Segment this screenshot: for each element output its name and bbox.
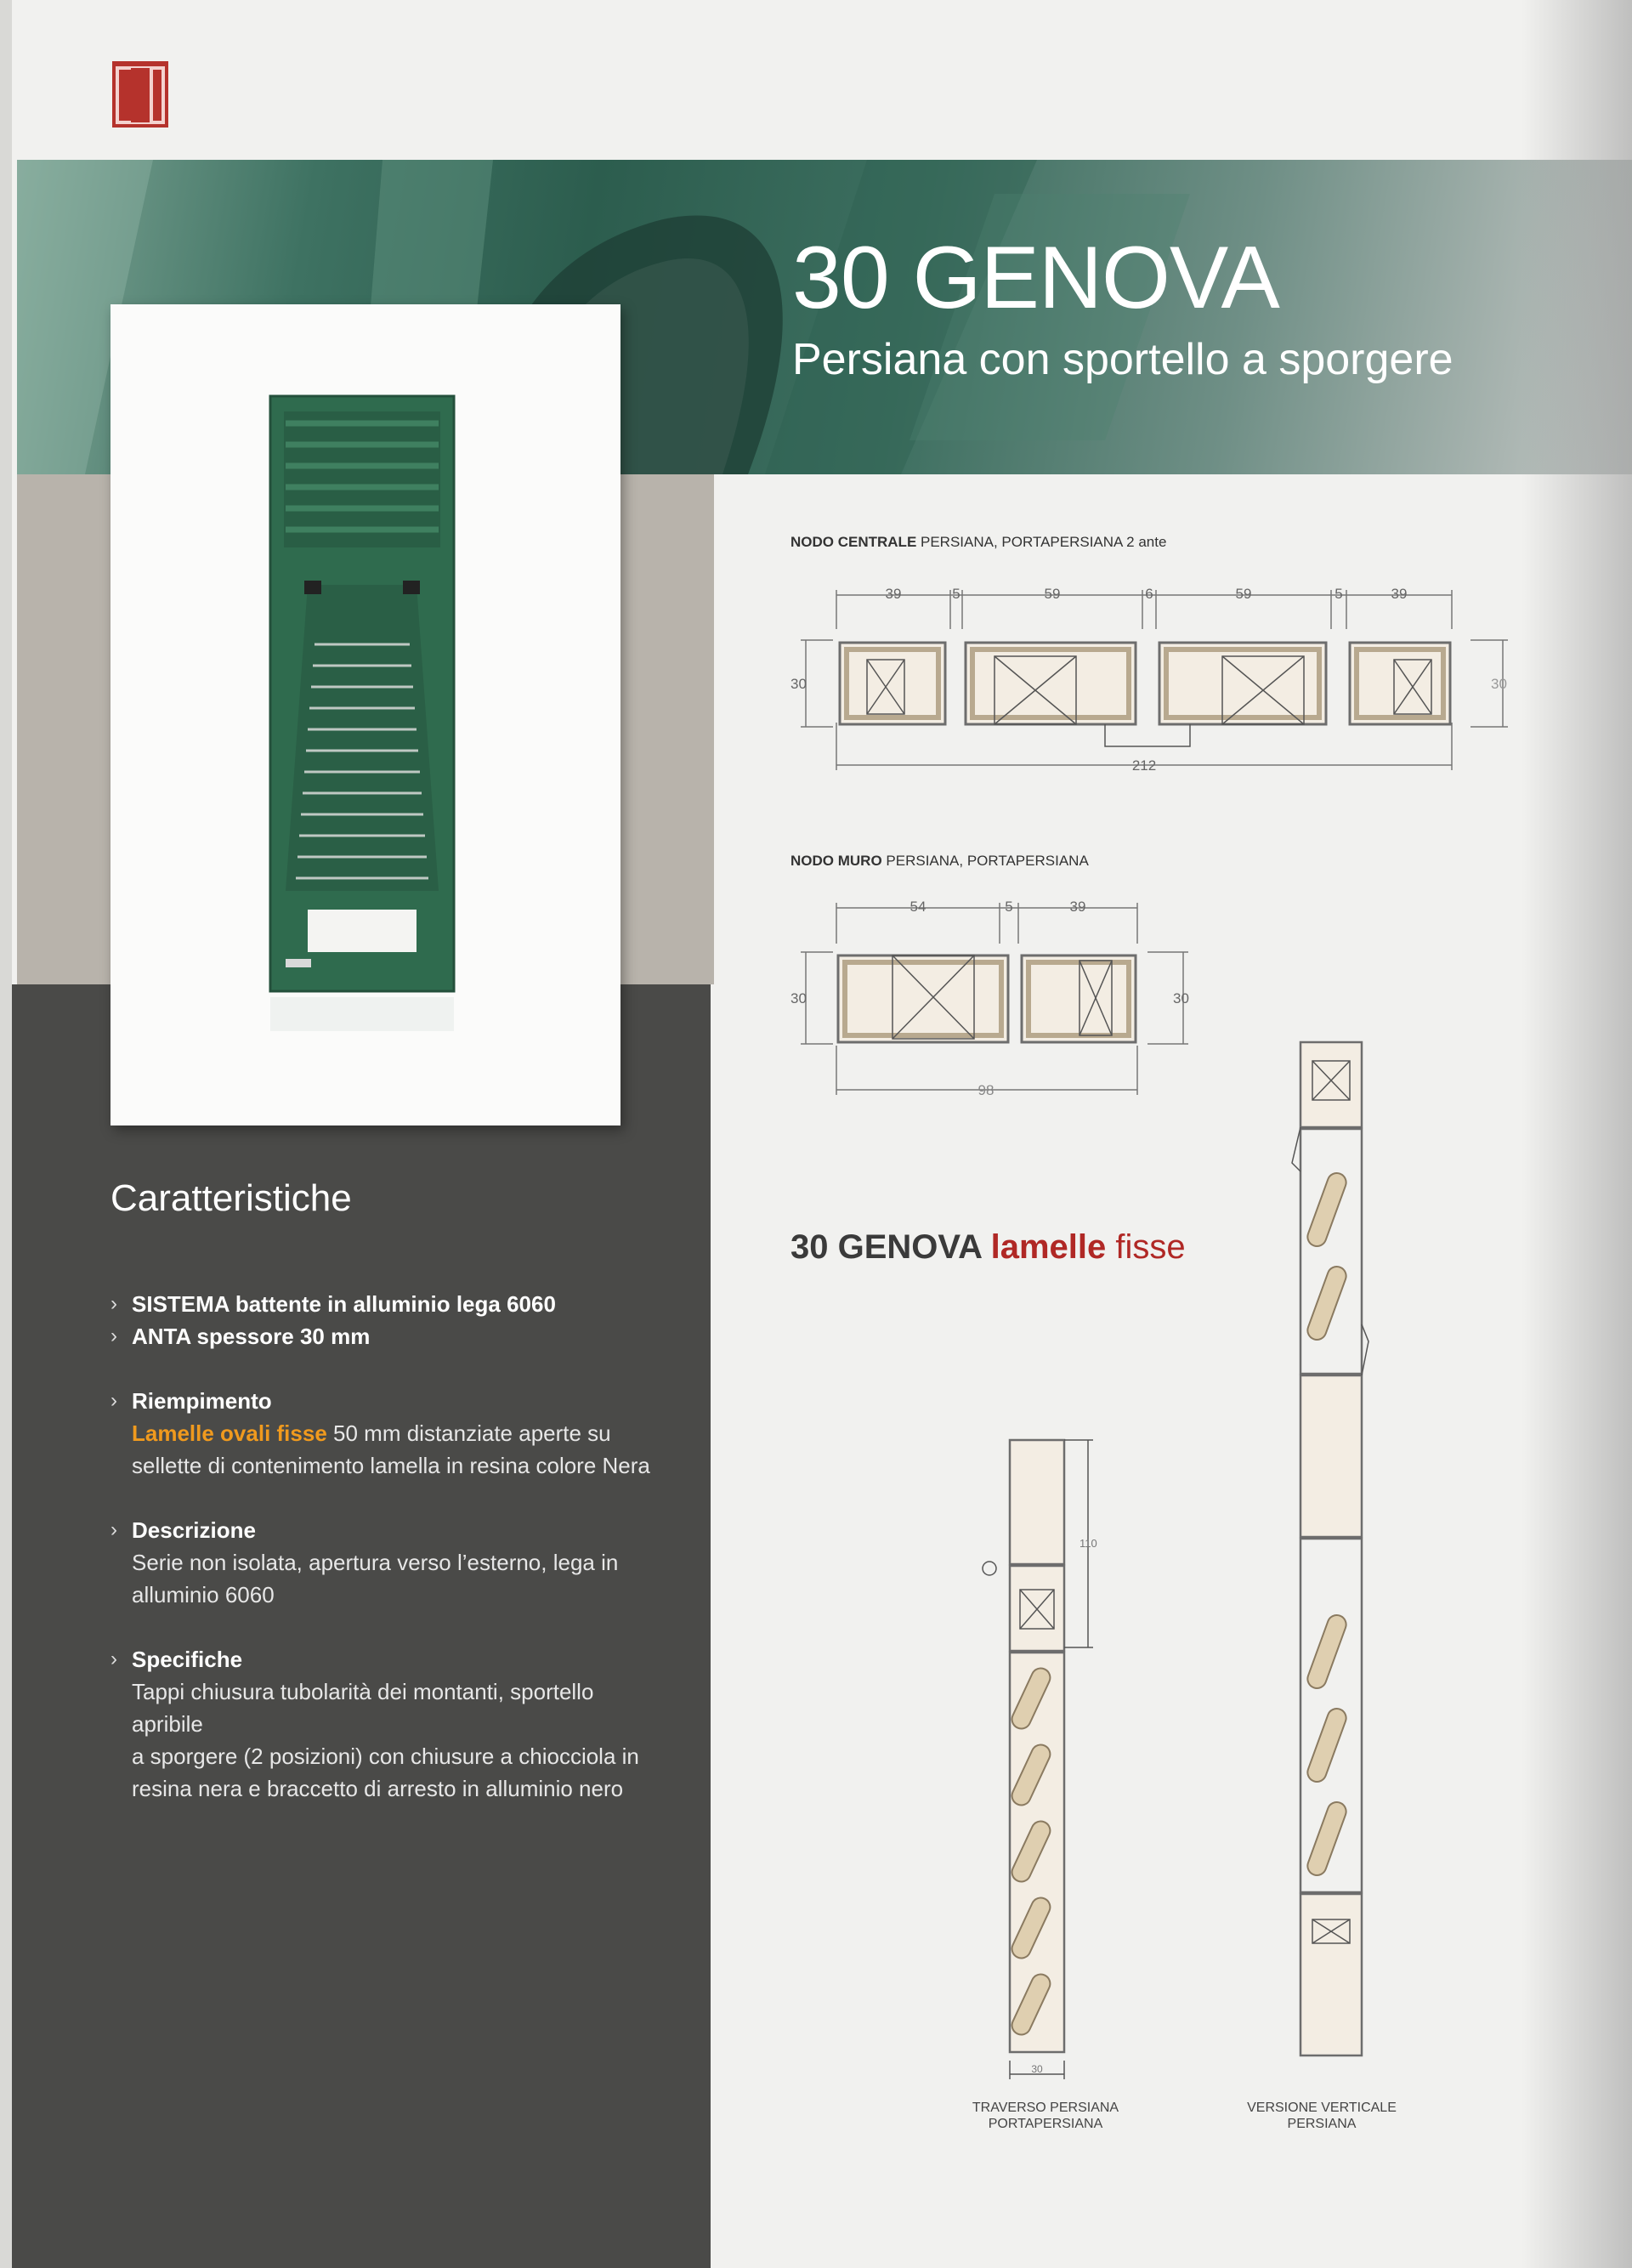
- chevron-right-icon: ›: [110, 1324, 117, 1347]
- chevron-right-icon: ›: [110, 1518, 117, 1541]
- shutter-illustration: [110, 304, 620, 1125]
- feature-specifiche-text-2: a sporgere (2 posizioni) con chiusure a chiocciola in: [132, 1744, 639, 1769]
- feature-descrizione-text-2: alluminio 6060: [132, 1582, 275, 1607]
- dim-30-right: 30: [1173, 990, 1189, 1006]
- chevron-right-icon: ›: [110, 1389, 117, 1412]
- feature-descrizione-title: Descrizione: [132, 1517, 256, 1543]
- versione-caption-1: VERSIONE VERTICALE: [1247, 2101, 1397, 2115]
- feature-riempimento-highlight: Lamelle ovali fisse: [132, 1420, 327, 1446]
- dim-110: 110: [1080, 1537, 1097, 1550]
- nodo-muro-label-bold: NODO MURO: [790, 853, 882, 869]
- feature-sistema: [110, 1288, 654, 1320]
- traverso-caption: [960, 2100, 1130, 2132]
- dim-total-98: 98: [978, 1082, 994, 1098]
- feature-riempimento-text-2: sellette di contenimento lamella in resina colore Nera: [132, 1453, 650, 1478]
- dim-30-left: 30: [790, 990, 807, 1006]
- dim-30-right: 30: [1491, 676, 1507, 692]
- feature-descrizione-text-1: Serie non isolata, apertura verso l’esterno, lega in: [132, 1550, 619, 1575]
- feature-specifiche-text-1: Tappi chiusura tubolarità dei montanti, sportello apribile: [132, 1679, 594, 1737]
- chevron-right-icon: ›: [110, 1647, 117, 1670]
- dim-39-left: 39: [885, 586, 902, 602]
- dim-total-212: 212: [1131, 757, 1157, 774]
- nodo-muro-diagram: [782, 893, 1207, 1105]
- dim-30: 30: [1031, 2063, 1043, 2075]
- dim-5: 5: [1005, 899, 1013, 915]
- nodo-centrale-diagram: [782, 578, 1513, 782]
- feature-riempimento: [110, 1385, 654, 1482]
- lamelle-section-title: [790, 1228, 1186, 1267]
- feature-descrizione: [110, 1514, 654, 1611]
- feature-specifiche: [110, 1643, 654, 1805]
- dim-5-left: 5: [952, 586, 960, 602]
- page-title: 30 GENOVA: [792, 229, 1279, 327]
- nodo-centrale-label: [790, 534, 1166, 551]
- traverso-caption-1: TRAVERSO PERSIANA: [972, 2101, 1119, 2115]
- lamelle-title-c: fisse: [1106, 1228, 1186, 1266]
- feature-specifiche-title: Specifiche: [132, 1647, 243, 1672]
- dim-5-right: 5: [1334, 586, 1343, 602]
- dim-30-left: 30: [790, 676, 807, 692]
- dim-54: 54: [910, 899, 926, 915]
- nodo-muro-label-rest: PERSIANA, PORTAPERSIANA: [881, 853, 1089, 869]
- page-subtitle: Persiana con sportello a sporgere: [792, 335, 1454, 384]
- traverso-diagram: [969, 1428, 1122, 2091]
- traverso-caption-2: PORTAPERSIANA: [988, 2117, 1103, 2131]
- dim-59-left: 59: [1044, 586, 1061, 602]
- feature-specifiche-text-3: resina nera e braccetto di arresto in alluminio nero: [132, 1776, 624, 1801]
- feature-riempimento-title: Riempimento: [132, 1388, 272, 1414]
- versione-caption: [1237, 2100, 1407, 2132]
- dim-39: 39: [1069, 899, 1086, 915]
- page-curl-shadow: [1522, 0, 1632, 2268]
- versione-caption-2: PERSIANA: [1287, 2117, 1357, 2131]
- dim-39-right: 39: [1391, 586, 1408, 602]
- dim-59-right: 59: [1235, 586, 1252, 602]
- feature-anta-text: ANTA spessore 30 mm: [132, 1324, 371, 1349]
- page-left-edge: [0, 0, 12, 2268]
- nodo-centrale-label-rest: PERSIANA, PORTAPERSIANA 2 ante: [916, 534, 1167, 550]
- lamelle-title-b: lamelle: [990, 1228, 1107, 1266]
- nodo-centrale-label-bold: NODO CENTRALE: [790, 534, 917, 550]
- feature-anta: [110, 1320, 654, 1352]
- versione-verticale-diagram: [1284, 1035, 1386, 2081]
- product-photo-card: [110, 304, 620, 1125]
- features-list: [110, 1288, 654, 1805]
- nodo-muro-label: [790, 853, 1089, 870]
- feature-riempimento-text-1: 50 mm distanziate aperte su: [326, 1420, 611, 1446]
- feature-sistema-text: SISTEMA battente in alluminio lega 6060: [132, 1291, 556, 1317]
- dim-6: 6: [1145, 586, 1153, 602]
- chevron-right-icon: ›: [110, 1292, 117, 1315]
- caratteristiche-heading: Caratteristiche: [110, 1177, 352, 1219]
- brand-logo-icon: [112, 61, 168, 128]
- lamelle-title-a: 30 GENOVA: [790, 1228, 991, 1266]
